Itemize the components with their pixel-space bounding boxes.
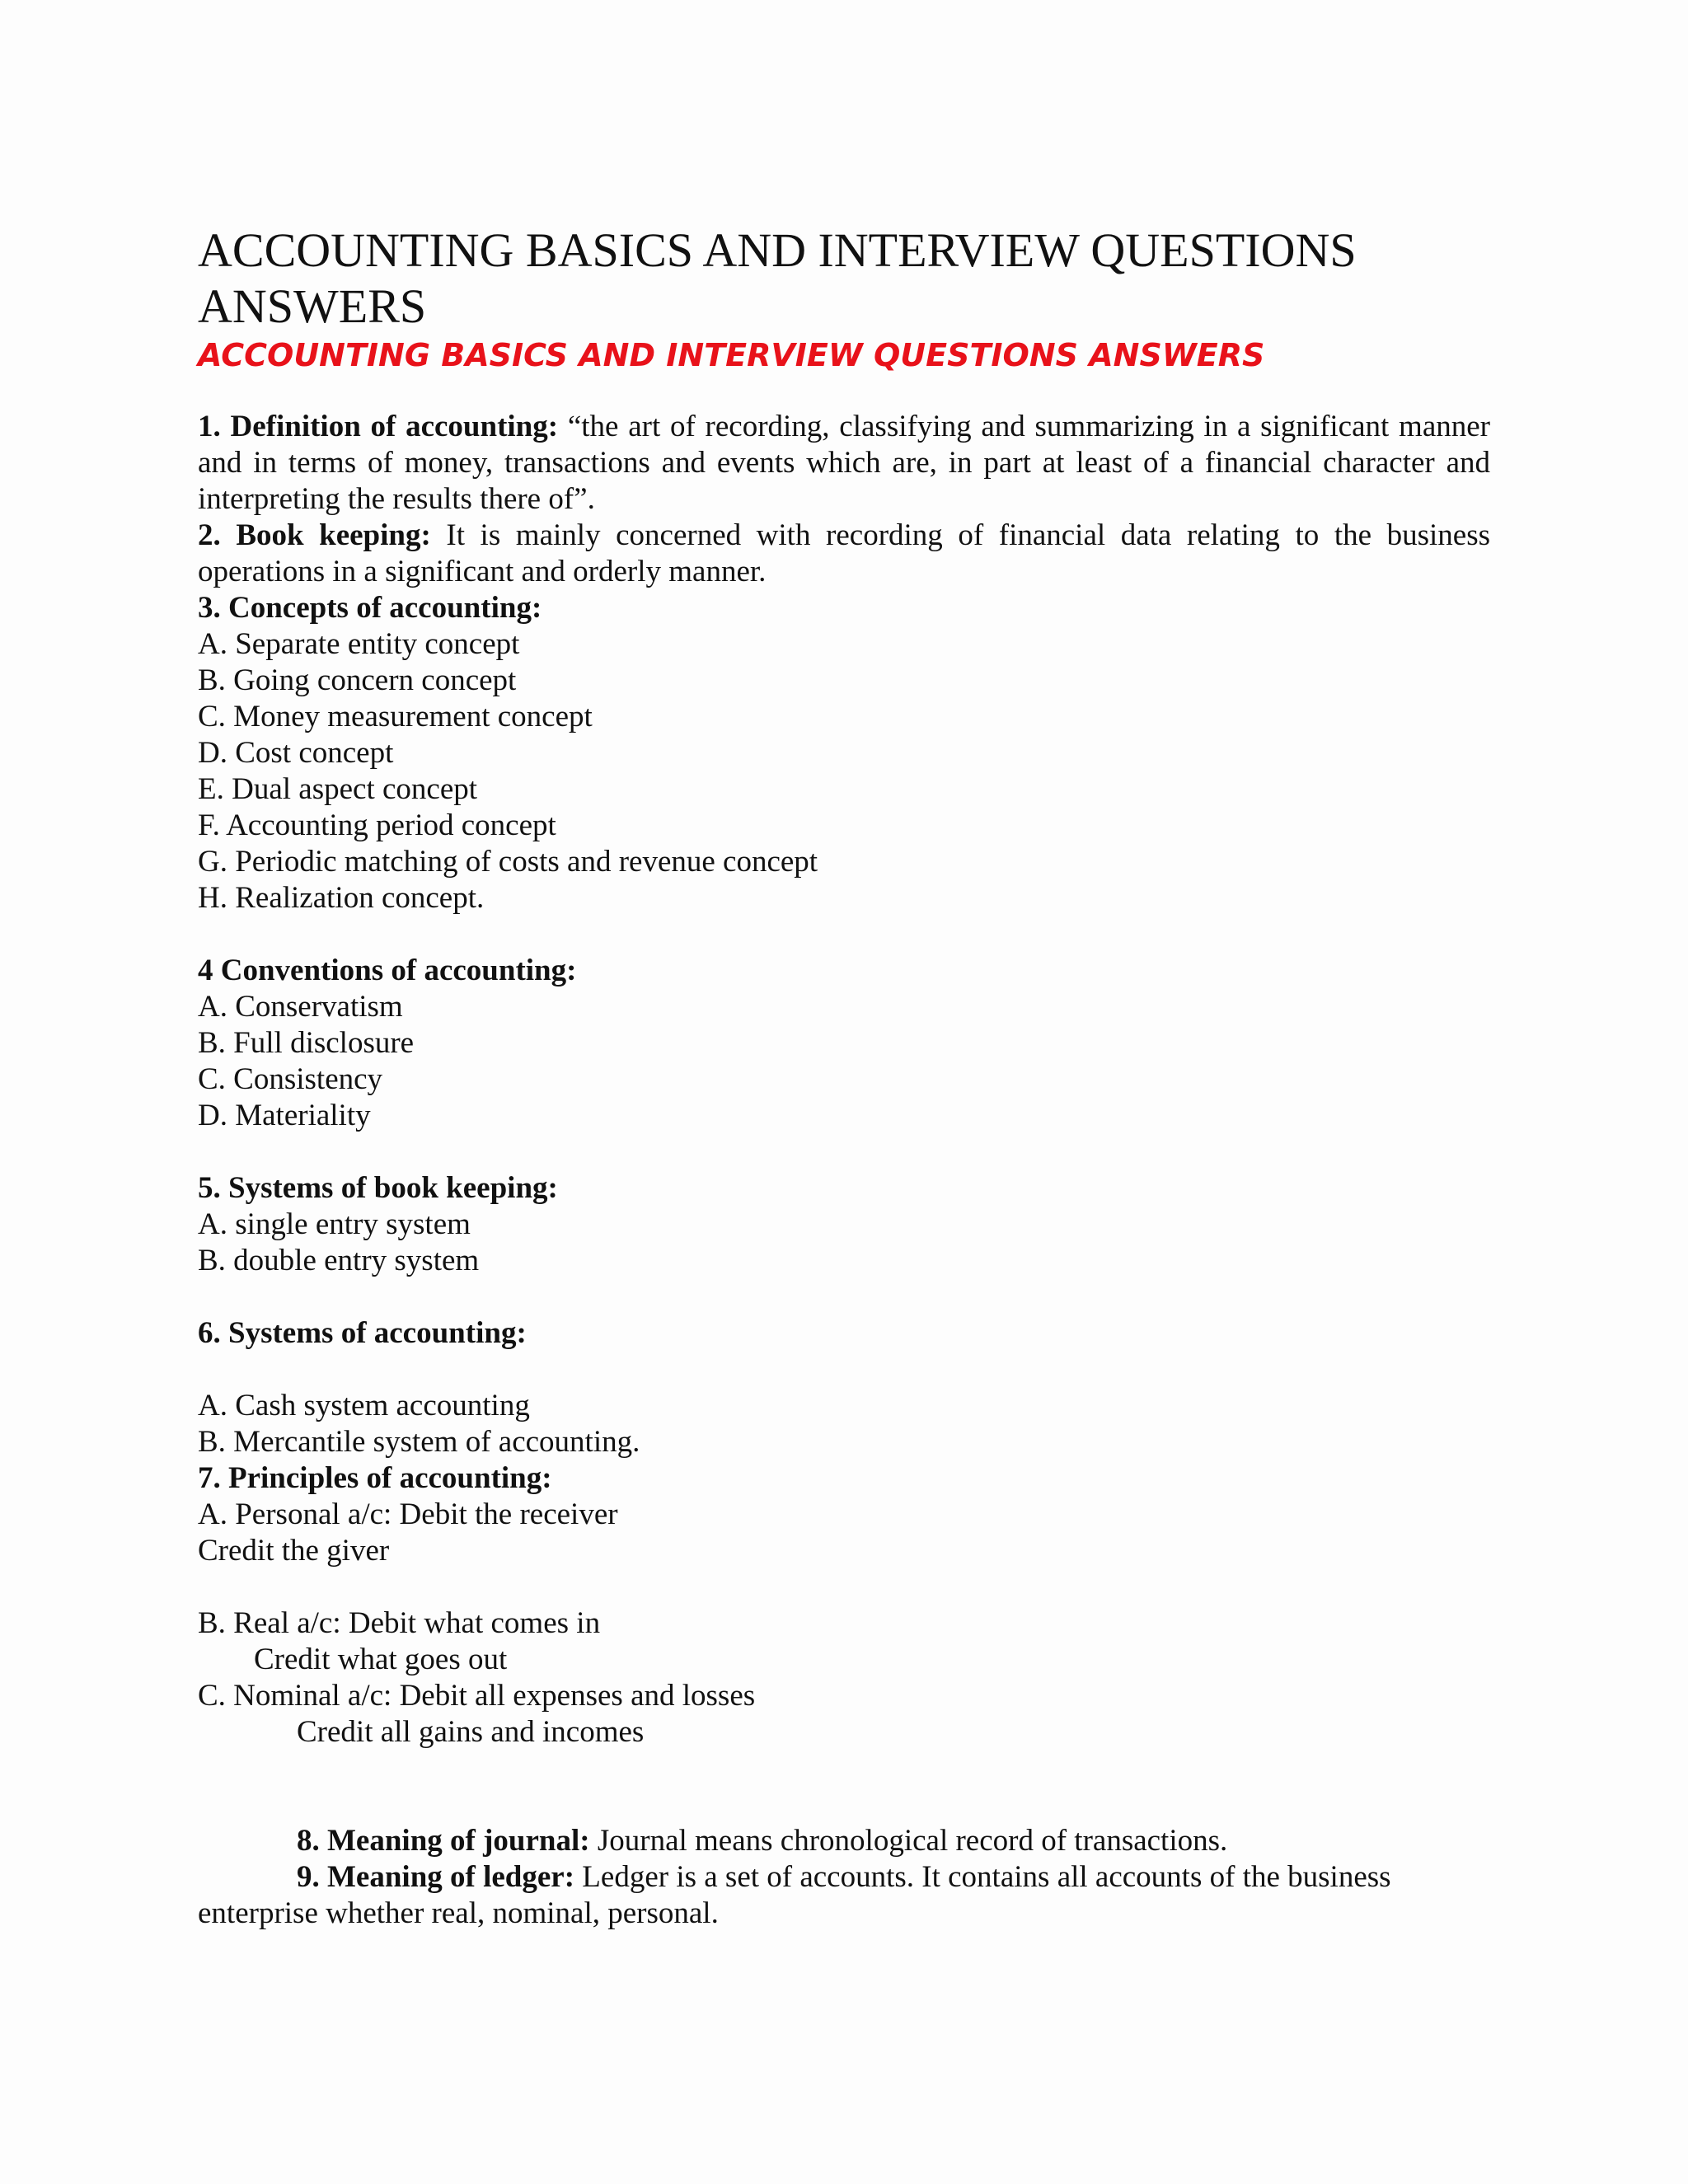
section-heading: 3. Concepts of accounting: [198,591,542,625]
section-text: Ledger is a set of accounts. It contains all accounts of the business [574,1860,1391,1894]
list-item: C. Consistency [198,1062,383,1096]
document-body [198,223,1490,1932]
section-text: Journal means chronological record of transactions. [589,1824,1228,1858]
list-item: A. single entry system [198,1207,471,1241]
book-keeping [198,518,1490,590]
section-heading: 8. Meaning of journal: [297,1824,590,1858]
list-item: C. Money measurement concept [198,700,593,733]
principles-heading [198,1460,1490,1497]
list-item: B. double entry system [198,1244,480,1277]
document-title: ACCOUNTING BASICS AND INTERVIEW QUESTIONS ANSWERS [198,223,1357,333]
personal-rule-debit: A. Personal a/c: Debit the receiver [198,1497,618,1531]
spacer [198,1352,1490,1388]
list-item: A. Cash system accounting [198,1389,530,1422]
list-item: B. Mercantile system of accounting. [198,1425,640,1459]
real-rule-credit: Credit what goes out [254,1643,508,1676]
section-heading: 9. Meaning of ledger: [297,1860,575,1894]
meaning-of-journal [198,1823,1490,1859]
list-item: B. Going concern concept [198,663,517,697]
section-heading: 4 Conventions of accounting: [198,954,577,987]
section-text: “the art of recording, classifying and summarizing in a significant manner and in terms of money, transactions and events which are, in part at least of a financial character and interpreting the results there of”. [198,410,1490,516]
list-item: F. Accounting period concept [198,808,556,842]
real-rule-debit: B. Real a/c: Debit what comes in [198,1606,601,1640]
list-item: B. Full disclosure [198,1026,415,1060]
document-subtitle: ACCOUNTING BASICS AND INTERVIEW QUESTIONS ANSWERS [198,337,1265,373]
definition-of-accounting [198,409,1490,518]
spacer [198,1279,1490,1315]
bookkeeping-systems-heading [198,1170,1490,1207]
list-item: G. Periodic matching of costs and revenue concept [198,845,818,879]
meaning-of-ledger [198,1859,1490,1896]
section-heading: 1. Definition of accounting: [198,410,559,443]
list-item: A. Separate entity concept [198,627,520,661]
section-heading: 6. Systems of accounting: [198,1316,527,1350]
accounting-systems-heading [198,1315,1490,1352]
personal-rule-credit: Credit the giver [198,1534,390,1568]
list-item: E. Dual aspect concept [198,772,478,806]
list-item: A. Conservatism [198,990,403,1024]
spacer [198,1569,1490,1605]
meaning-of-ledger-continued: enterprise whether real, nominal, personal. [198,1896,719,1930]
list-item: H. Realization concept. [198,881,485,915]
section-heading: 7. Principles of accounting: [198,1461,552,1495]
section-heading: 2. Book keeping: [198,518,431,552]
section-heading: 5. Systems of book keeping: [198,1171,558,1205]
spacer [198,916,1490,953]
nominal-rule-credit: Credit all gains and incomes [297,1715,645,1749]
list-item: D. Materiality [198,1099,371,1132]
spacer [198,1750,1490,1823]
nominal-rule-debit: C. Nominal a/c: Debit all expenses and losses [198,1679,756,1713]
conventions-heading [198,953,1490,989]
list-item: D. Cost concept [198,736,394,770]
concepts-heading [198,590,1490,626]
section-text: It is mainly concerned with recording of financial data relating to the business operations in a significant and orderly manner. [198,518,1490,588]
spacer [198,1134,1490,1170]
